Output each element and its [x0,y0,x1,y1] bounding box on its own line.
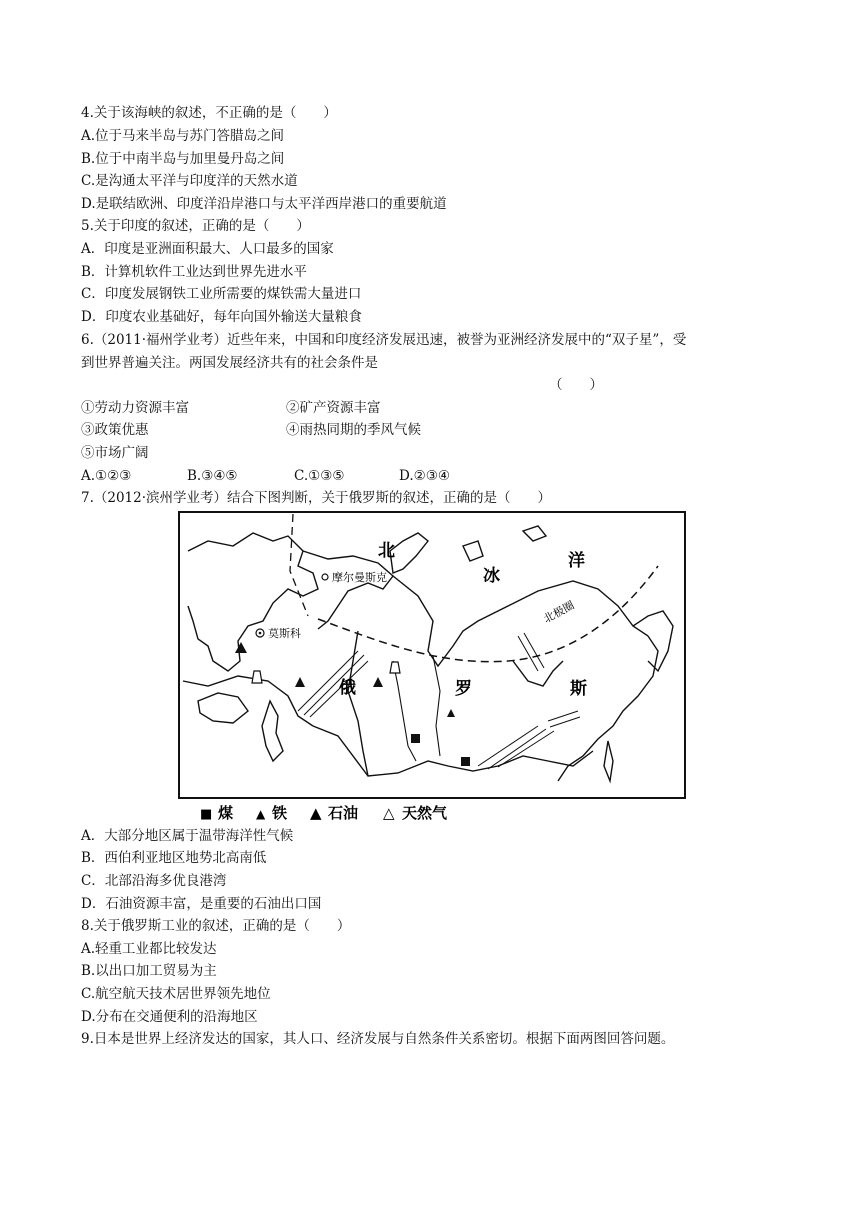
q6-item-1: ①劳动力资源丰富 [81,400,189,416]
q4-option-c: C.是沟通太平洋与印度洋的天然水道 [81,173,298,189]
q6-stem-line2: 到世界普遍关注。两国发展经济共有的社会条件是 [81,355,378,371]
q8-option-c: C.航空航天技术居世界领先地位 [81,986,271,1002]
legend-coal-symbol: ■ [200,807,213,822]
map-label-ocean: 洋 [568,551,585,571]
q4-option-d: D.是联结欧洲、印度洋沿岸港口与太平洋西岸港口的重要航道 [81,196,447,212]
q7-option-d: D．石油资源丰富，是重要的石油出口国 [81,896,322,912]
coal-symbol [411,734,420,743]
q7-stem: 7.（2012·滨州学业考）结合下图判断，关于俄罗斯的叙述，正确的是（ ） [81,490,552,506]
q6-answer-blank: （ ） [549,377,603,393]
map-label-russia-3: 斯 [570,679,587,699]
gas-symbol [252,671,262,683]
legend-gas-label: 天然气 [402,804,448,822]
gas-symbol [390,662,400,673]
q6-item-4: ④雨热同期的季风气候 [286,422,421,438]
q6-option-a: A.①②③ [81,468,132,484]
q8-option-a: A.轻重工业都比较发达 [81,941,217,957]
q5-option-c: C．印度发展钢铁工业所需要的煤铁需大量进口 [81,286,362,302]
map-label-moscow: 莫斯科 [268,627,301,640]
q6-stem-line1: 6.（2011·福州学业考）近些年来，中国和印度经济发展迅速，被誉为亚洲经济发展中的“双子星”，受 [81,332,687,348]
legend-iron-symbol: ▲ [256,807,266,821]
moscow-marker-dot [259,632,262,635]
q5-stem: 5.关于印度的叙述，正确的是（ ） [81,218,310,234]
map-label-north: 北 [378,541,395,561]
q5-option-b: B．计算机软件工业达到世界先进水平 [81,264,307,280]
q9-stem: 9.日本是世界上经济发达的国家，其人口、经济发展与自然条件关系密切。根据下面两图回答问题。 [81,1031,675,1047]
q8-stem: 8.关于俄罗斯工业的叙述，正确的是（ ） [81,918,351,934]
legend-oil-symbol: ▲ [310,804,322,822]
q6-item-3: ③政策优惠 [81,422,149,438]
q4-stem: 4.关于该海峡的叙述，不正确的是（ ） [81,105,337,121]
q8-option-b: B.以出口加工贸易为主 [81,963,217,979]
map-label-ice: 冰 [483,566,500,586]
q6-option-d: D.②③④ [399,468,450,484]
legend-gas-symbol: △ [383,804,395,822]
legend-iron-label: 铁 [272,804,288,822]
q5-option-d: D．印度农业基础好，每年向国外输送大量粮食 [81,309,362,325]
legend-oil-label: 石油 [328,804,359,822]
coal-symbol [461,757,470,766]
q5-option-a: A．印度是亚洲面积最大、人口最多的国家 [81,241,334,257]
murmansk-marker [322,574,328,580]
map-label-russia-2: 罗 [455,679,472,699]
map-legend [200,804,448,822]
q6-option-b: B.③④⑤ [187,468,238,484]
q7-option-a: A．大部分地区属于温带海洋性气候 [81,828,294,844]
q4-option-a: A.位于马来半岛与苏门答腊岛之间 [81,128,285,144]
q7-option-c: C．北部沿海多优良港湾 [81,873,227,889]
map-label-russia-1: 俄 [339,678,356,698]
q8-option-d: D.分布在交通便利的沿海地区 [81,1009,258,1025]
q7-option-b: B．西伯利亚地区地势北高南低 [81,850,267,866]
q6-option-c: C.①③⑤ [294,468,345,484]
map-label-arctic-circle: 北极圈 [541,598,577,626]
q6-item-5: ⑤市场广阔 [81,445,149,461]
russia-resource-map [178,511,688,823]
map-label-murmansk: 摩尔曼斯克 [332,571,387,584]
q4-option-b: B.位于中南半岛与加里曼丹岛之间 [81,151,285,167]
q6-item-2: ②矿产资源丰富 [286,400,381,416]
legend-coal-label: 煤 [218,804,234,822]
